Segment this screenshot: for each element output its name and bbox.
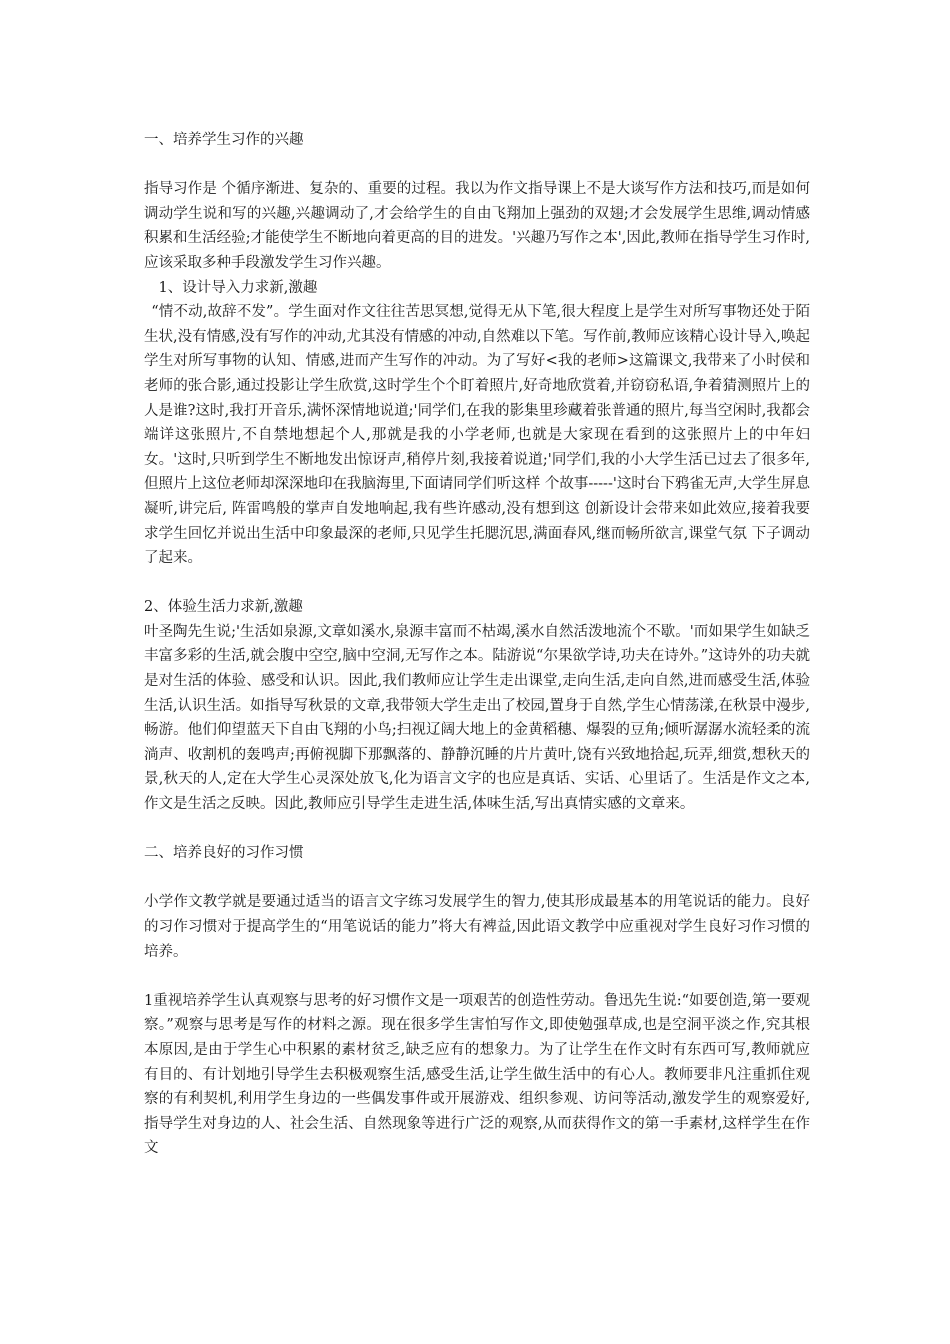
subheading-1: 1、设计导入力求新,激趣 (158, 279, 318, 296)
paragraph-design-intro: “情不动,故辞不发”。学生面对作文往往苦思冥想,觉得无从下笔,很大程度上是学生对所写事物还处于陌生状,没有情感,没有写作的冲动,尤其没有情感的冲动,自然难以下笔。写作前,教师应该精心设计导入,唤起学生对所写事物的认知、情感,进而产生写作的冲动。为了写好<我的老师>这篇课文,我带来了小时侯和老师的张合影,通过投影让学生欣赏,这时学生个个盯着照片,好奇地欣赏着,并窃窃私语,争着猜测照片上的人是谁?这时,我打开音乐,满怀深情地说道;'同学们,在我的影集里珍藏着张普通的照片,每当空闲时,我都会端详这张照片,不自禁地想起个人,那就是我的小学老师,也就是大家现在看到的这张照片上的中年妇女。'这时,只听到学生不断地发出惊讶声,稍停片刻,我接着说道;'同学们,我的小大学生活已过去了很多年,但照片上这位老师却深深地印在我脑海里,下面请同学们听这样 个故事-----'这时台下鸦雀无声,大学生屏息凝听,讲完后, 阵雷鸣般的掌声自发地响起,我有些许感动,没有想到这 创新设计会带来如此效应,接着我要求学生回忆并说出生活中印象最深的老师,只见学生托腮沉思,满面春风,继而畅所欲言,课堂气氛 下子调动了起来。 (144, 304, 810, 567)
paragraph-intro: 指导习作是 个循序渐进、复杂的、重要的过程。我以为作文指导课上不是大谈写作方法和技巧,而是如何调动学生说和写的兴趣,兴趣调动了,才会给学生的自由飞翔加上强劲的双翅;才会发展学生思维,调动情感积累和生活经验;才能使学生不断地向着更高的目的进发。'兴趣乃写作之本',因此,教师在指导学生习作时,应该采取多种手段激发学生习作兴趣。 (144, 181, 810, 271)
heading-section-1: 一、培养学生习作的兴趣 (144, 132, 304, 148)
spacer (144, 153, 810, 178)
spacer (144, 571, 810, 596)
subheading-2: 2、体验生活力求新,激趣 (144, 599, 303, 616)
paragraph-habits: 小学作文教学就是要通过适当的语言文字练习发展学生的智力,使其形成最基本的用笔说话的能力。良好的习作习惯对于提高学生的“用笔说话的能力”将大有裨益,因此语文教学中应重视对学生良好习作习惯的培养。 (144, 894, 810, 960)
heading-section-2: 二、培养良好的习作习惯 (144, 845, 304, 862)
spacer (144, 817, 810, 842)
spacer (144, 964, 810, 989)
spacer (144, 866, 810, 891)
paragraph-experience-life: 叶圣陶先生说;'生活如泉源,文章如溪水,泉源丰富而不枯竭,溪水自然活泼地流个不歇。'而如果学生如缺乏丰富多彩的生活,就会腹中空空,脑中空洞,无写作之本。陆游说“尔果欲学诗,功夫在诗外。”这诗外的功夫就是对生活的体验、感受和认识。因此,我们教师应让学生走出课堂,走向生活,走向自然,进而感受生活,体验生活,认识生活。如指导写秋景的文章,我带领大学生走出了校园,置身于自然,学生心情荡漾,在秋景中漫步,畅游。他们仰望蓝天下自由飞翔的小鸟;扫视辽阔大地上的金黄稻穗、爆裂的豆角;倾听潺潺水流轻柔的流淌声、收割机的轰鸣声;再俯视脚下那飘落的、静静沉睡的片片黄叶,饶有兴致地拾起,玩弄,细赏,想秋天的景,秋天的人,定在大学生心灵深处放飞,化为语言文字的也应是真话、实话、心里话了。生活是作文之本,作文是生活之反映。因此,教师应引导学生走进生活,体味生活,写出真情实感的文章来。 (144, 623, 810, 813)
paragraph-observation: 1重视培养学生认真观察与思考的好习惯作文是一项艰苦的创造性劳动。鲁迅先生说:“如要创造,第一要观察。”观察与思考是写作的材料之源。现在很多学生害怕写作文,即使勉强草成,也是空洞平淡之作,究其根本原因,是由于学生心中积累的素材贫乏,缺乏应有的想象力。为了让学生在作文时有东西可写,教师就应有目的、有计划地引导学生去积极观察生活,感受生活,让学生做生活中的有心人。教师要非凡注重抓住观察的有利契机,利用学生身边的一些偶发事件或开展游戏、组织参观、访问等活动,激发学生的观察爱好,指导学生对身边的人、社会生活、自然现象等进行广泛的观察,从而获得作文的第一手素材,这样学生在作文 (144, 992, 810, 1157)
